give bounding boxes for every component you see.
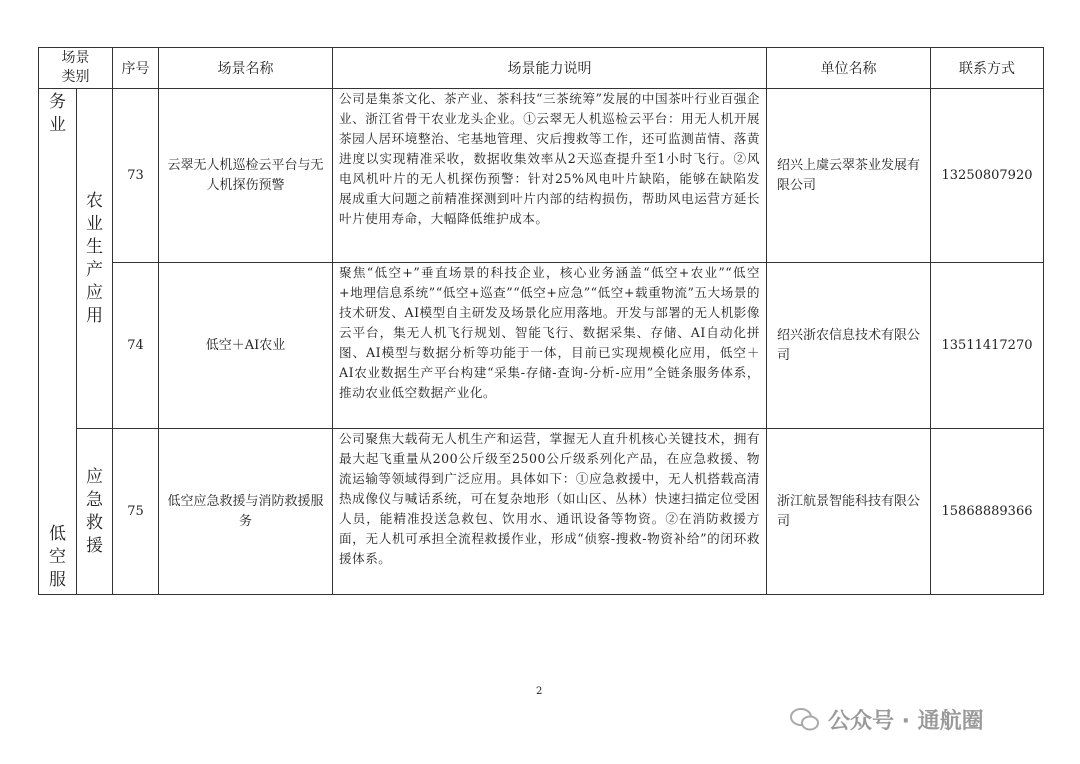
unit-cell: 浙江航景智能科技有限公司 <box>767 429 931 595</box>
name-cell: 低空应急救援与消防救援服务 <box>159 429 333 595</box>
desc-cell: 公司是集茶文化、茶产业、茶科技“三茶统筹”发展的中国茶叶行业百强企业、浙江省骨干农业龙头企业。①云翠无人机巡检云平台：用无人机开展茶园人居环境整治、宅基地管理、灾后搜救等工作，还可监测苗情、落黄进度以实现精准采收，数据收集效率从2天巡查提升至1小时飞行。②风电风机叶片的无人机探伤预警：针对25%风电叶片缺陷，能够在缺陷发展成重大问题之前精准探测到叶片内部的结构损伤，帮助风电运营方延长叶片使用寿命，大幅降低维护成本。 <box>333 89 767 263</box>
main-category-bottom: 低空服 <box>49 524 66 590</box>
main-category-cell <box>39 89 77 595</box>
name-cell: 云翠无人机巡检云平台与无人机探伤预警 <box>159 89 333 263</box>
seq-cell: 75 <box>113 429 159 595</box>
contact-cell: 13511417270 <box>931 263 1044 429</box>
header-seq: 序号 <box>113 48 159 89</box>
table-row <box>39 263 1044 429</box>
header-contact: 联系方式 <box>931 48 1044 89</box>
unit-cell: 绍兴浙农信息技术有限公司 <box>767 263 931 429</box>
wechat-icon <box>790 707 820 733</box>
subcategory-cell <box>77 429 113 595</box>
header-category: 场景类别 <box>39 48 113 89</box>
table-row <box>39 429 1044 595</box>
header-unit: 单位名称 <box>767 48 931 89</box>
header-row <box>39 48 1044 89</box>
desc-cell: 聚焦“低空+”垂直场景的科技企业，核心业务涵盖“低空+农业”“低空+地理信息系统”“低空+巡查”“低空+应急”“低空+载重物流”五大场景的技术研发、AI模型自主研发及场景化应用落地。开发与部署的无人机影像云平台，集无人机飞行规划、智能飞行、数据采集、存储、AI自动化拼图、AI模型与数据分析等功能于一体，目前已实现规模化应用，低空＋AI农业数据生产平台构建“采集-存储-查询-分析-应用”全链条服务体系，推动农业低空数据产业化。 <box>333 263 767 429</box>
header-desc: 场景能力说明 <box>333 48 767 89</box>
scenario-table <box>38 47 1044 595</box>
contact-cell: 13250807920 <box>931 89 1044 263</box>
main-category-top: 务业 <box>49 92 66 135</box>
watermark <box>790 704 984 735</box>
seq-cell: 74 <box>113 263 159 429</box>
subcategory-cell <box>77 89 113 429</box>
contact-cell: 15868889366 <box>931 429 1044 595</box>
seq-cell: 73 <box>113 89 159 263</box>
header-name: 场景名称 <box>159 48 333 89</box>
subcategory-label: 农业生产应用 <box>86 190 103 326</box>
table-row <box>39 89 1044 263</box>
page-number: 2 <box>536 686 543 697</box>
unit-cell: 绍兴上虞云翠茶业发展有限公司 <box>767 89 931 263</box>
name-cell: 低空＋AI农业 <box>159 263 333 429</box>
subcategory-label: 应急救援 <box>86 466 103 556</box>
desc-cell: 公司聚焦大载荷无人机生产和运营，掌握无人直升机核心关键技术，拥有最大起飞重量从200公斤级至2500公斤级系列化产品，在应急救援、物流运输等领域得到广泛应用。具体如下：①应急救援中，无人机搭载高清热成像仪与喊话系统，可在复杂地形（如山区、丛林）快速扫描定位受困人员，能精准投送急救包、饮用水、通讯设备等物资。②在消防救援方面，无人机可承担全流程救援作业，形成“侦察-搜救-物资补给”的闭环救援体系。 <box>333 429 767 595</box>
watermark-text: 公众号 · 通航圈 <box>828 709 984 734</box>
